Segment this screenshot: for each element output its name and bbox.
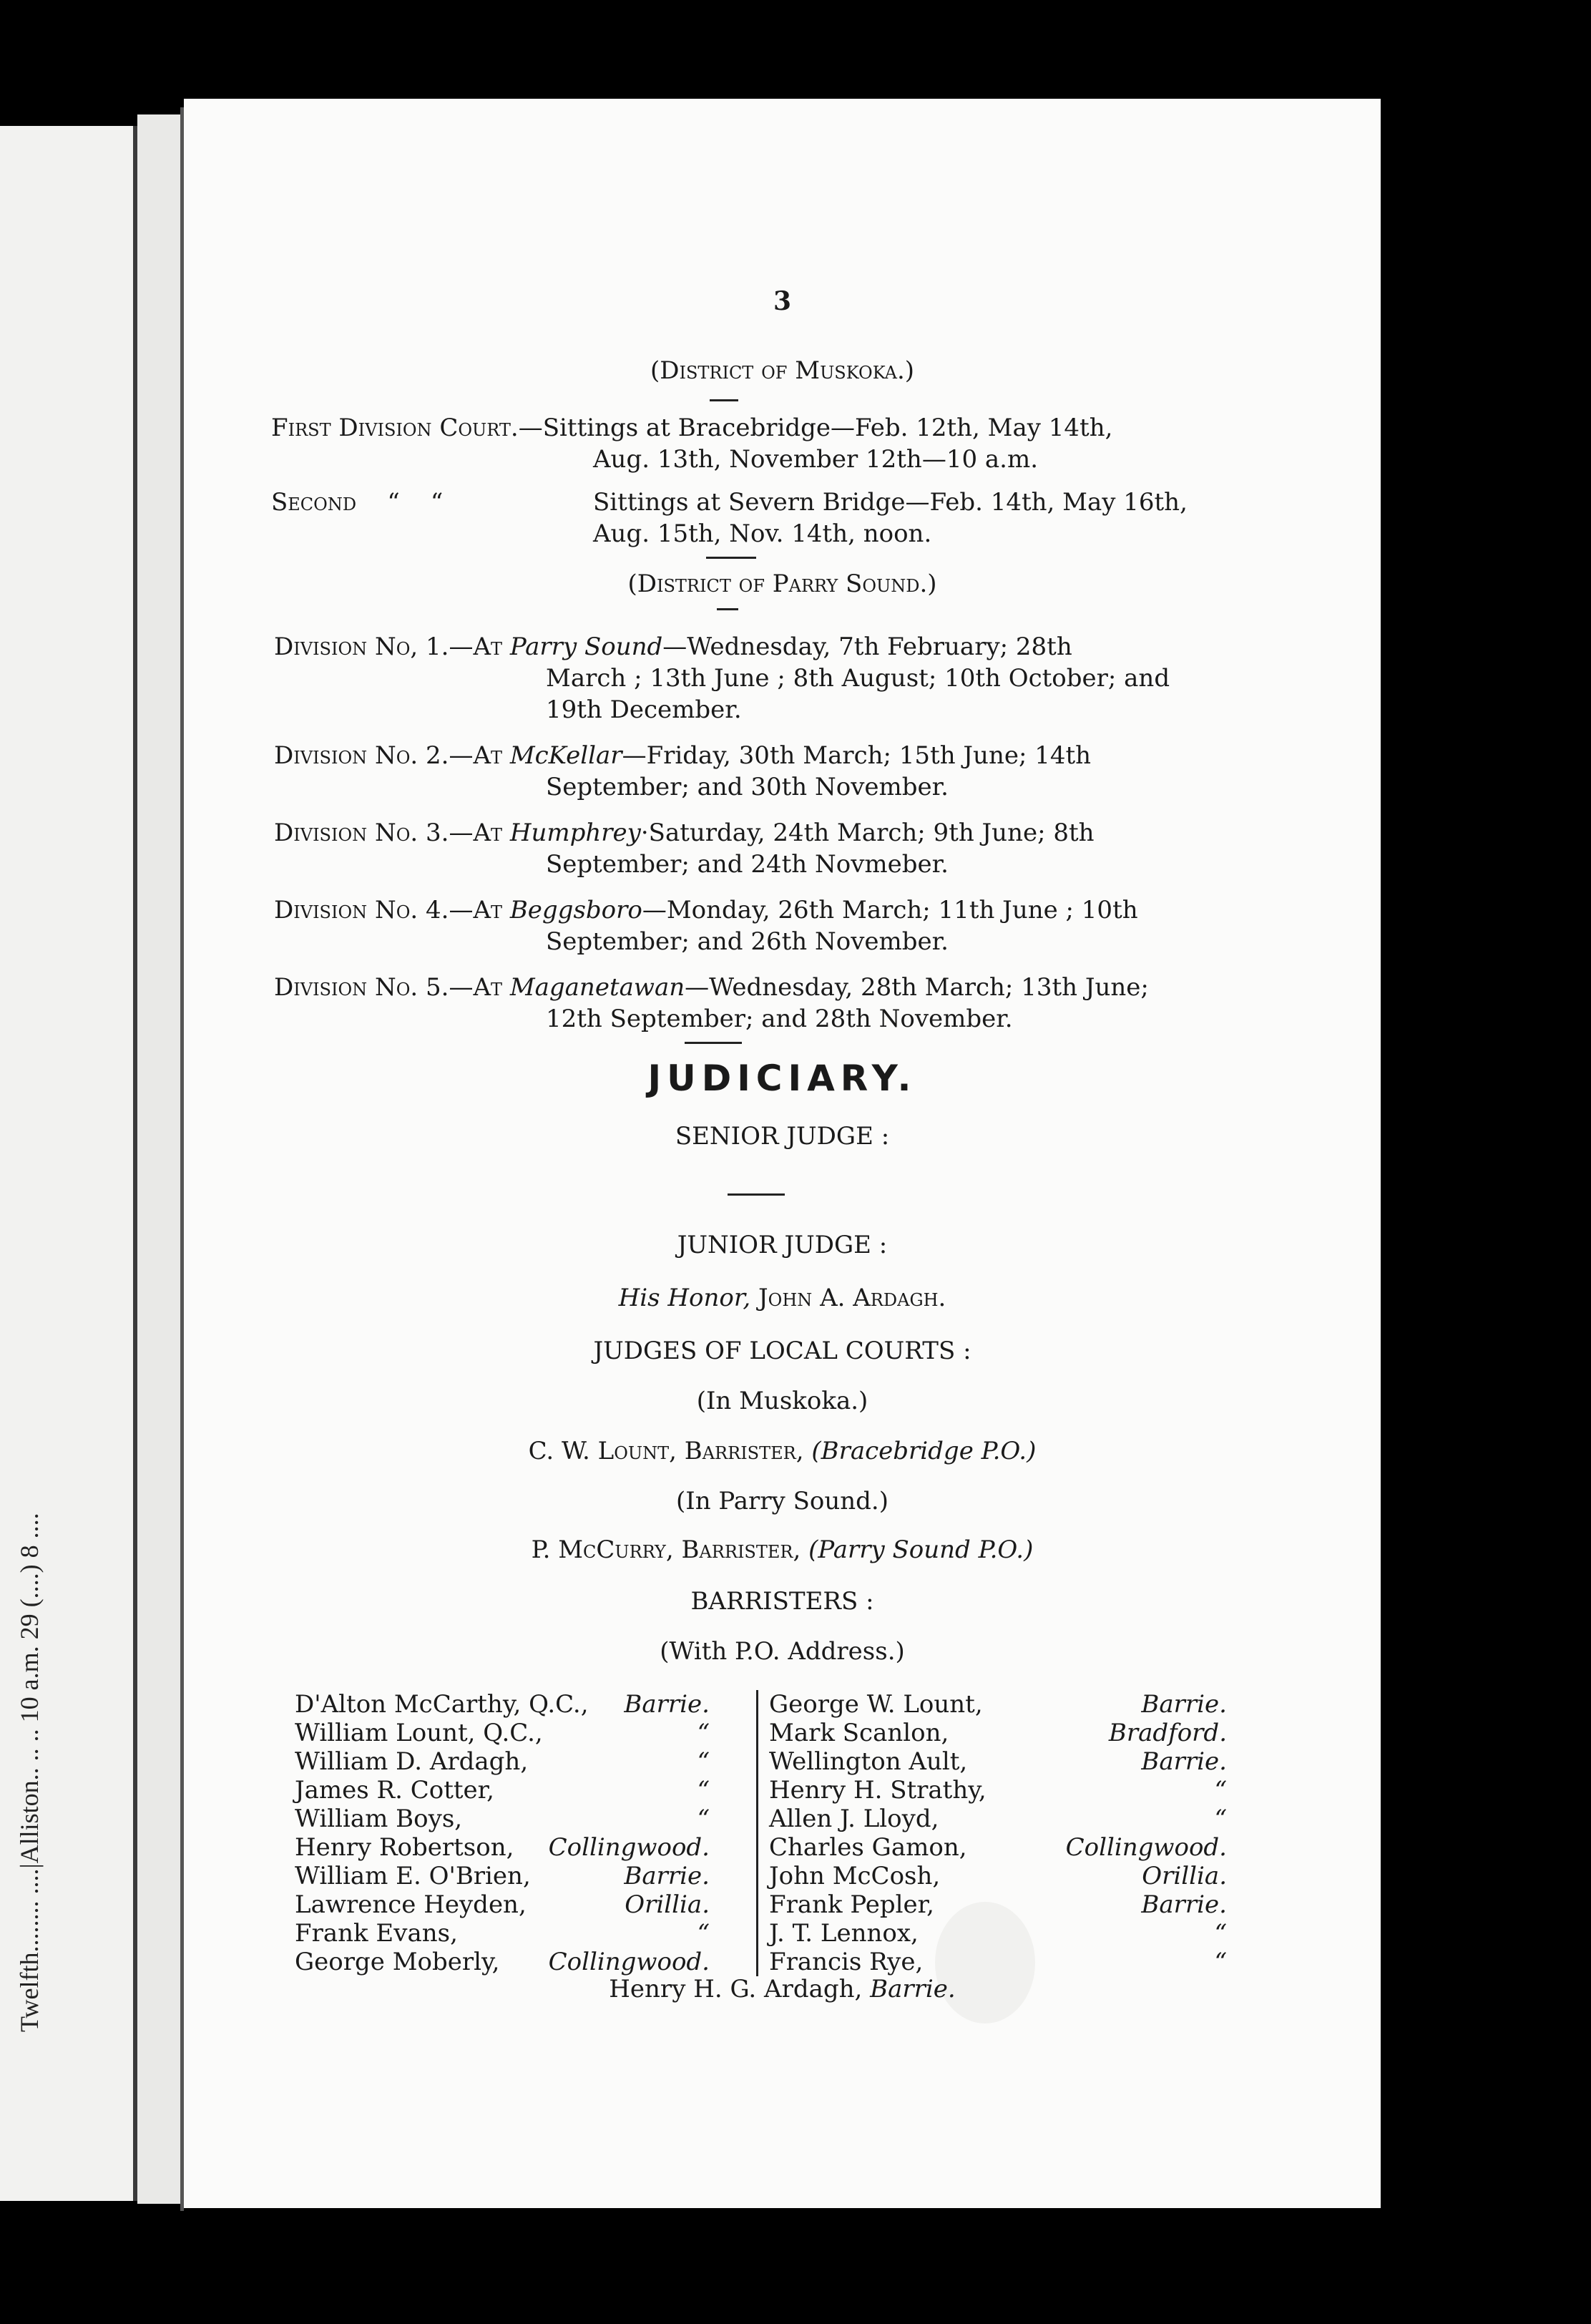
barrister-name: William E. O'Brien, [295, 1862, 531, 1890]
divider [685, 1042, 742, 1044]
barrister-name: George Moberly, [295, 1948, 500, 1976]
division-label: Division No, 1.—At [274, 633, 502, 661]
division-line3: 19th December. [546, 695, 742, 724]
barrister-row [295, 1862, 710, 1890]
barrister-place: “ [1214, 1776, 1227, 1805]
barrister-row [769, 1690, 1227, 1719]
barrister-name: Frank Pepler, [769, 1890, 934, 1919]
barrister-name: James R. Cotter, [295, 1776, 494, 1805]
barrister-name: William Lount, Q.C., [295, 1719, 543, 1747]
barrister-name: Allen J. Lloyd, [769, 1805, 939, 1833]
barrister-place: Barrie. [1141, 1690, 1227, 1719]
barrister-name: Mark Scanlon, [769, 1719, 949, 1747]
barrister-name: Henry H. Strathy, [769, 1776, 987, 1805]
division-2-entry [274, 740, 1304, 803]
first-division-label: First Division Court.— [271, 414, 543, 442]
division-place: Maganetawan [509, 973, 685, 1002]
division-line2: September; and 24th Novmeber. [546, 850, 949, 879]
barrister-name: Francis Rye, [769, 1948, 924, 1976]
barrister-name: George W. Lount, [769, 1690, 983, 1719]
barrister-name: Henry Robertson, [295, 1833, 514, 1862]
division-line2: March ; 13th June ; 8th August; 10th October; and [546, 664, 1170, 693]
barrister-place: “ [697, 1919, 710, 1948]
division-place: Humphrey [509, 819, 641, 847]
barrister-name: William Boys, [295, 1805, 463, 1833]
barrister-place: “ [697, 1805, 710, 1833]
barrister-place: “ [697, 1776, 710, 1805]
division-place: Beggsboro [509, 896, 642, 924]
barrister-place: Barrie. [624, 1862, 710, 1890]
first-division-entry [271, 412, 1287, 475]
first-division-line2: Aug. 13th, November 12th—10 a.m. [593, 445, 1039, 474]
division-line1: —Wednesday, 7th February; 28th [662, 633, 1072, 661]
barrister-place: Collingwood. [548, 1833, 710, 1862]
division-line2: September; and 26th November. [546, 927, 949, 956]
page-gutter [137, 114, 182, 2204]
barrister-row [295, 1776, 710, 1805]
barrister-name: Frank Evans, [295, 1919, 458, 1948]
barrister-name: William D. Ardagh, [295, 1747, 529, 1776]
barrister-place: Barrie. [870, 1975, 956, 2003]
division-line2: 12th September; and 28th November. [546, 1005, 1013, 1033]
division-line1: —Monday, 26th March; 11th June ; 10th [642, 896, 1138, 924]
barrister-row [295, 1919, 710, 1948]
barrister-name: John McCosh, [769, 1862, 941, 1890]
margin-text: Twelfth........ ....|Alliston.. .. .. 10 a.m. 29 (....) 8 .... [15, 1513, 44, 2032]
barristers-right-column [769, 1690, 1227, 1976]
last-barrister [184, 1975, 1381, 2003]
barrister-name: Wellington Ault, [769, 1747, 968, 1776]
lount-po: (Bracebridge P.O.) [811, 1437, 1037, 1465]
division-4-entry [274, 894, 1304, 957]
mccurry-name: P. McCurry, Barrister, [531, 1536, 801, 1564]
page-number: 3 [773, 286, 792, 316]
barrister-place: Collingwood. [1065, 1833, 1227, 1862]
junior-judge-name [184, 1284, 1381, 1312]
junior-judge-heading: JUNIOR JUDGE : [677, 1231, 888, 1259]
parry-heading: (District of Parry Sound.) [627, 570, 937, 598]
divider [728, 1193, 785, 1196]
barrister-name: Lawrence Heyden, [295, 1890, 527, 1919]
barrister-row [295, 1719, 710, 1747]
second-division-line1: Sittings at Severn Bridge—Feb. 14th, May 16th, [593, 488, 1188, 517]
barrister-place: Bradford. [1108, 1719, 1227, 1747]
in-parry-sound: (In Parry Sound.) [676, 1487, 888, 1515]
barrister-name: Charles Gamon, [769, 1833, 967, 1862]
lount-name: C. W. Lount, Barrister, [528, 1437, 804, 1465]
mccurry-entry [184, 1536, 1381, 1564]
judge-name: John A. Ardagh. [758, 1284, 946, 1312]
division-5-entry [274, 972, 1304, 1035]
lount-entry [184, 1437, 1381, 1465]
barristers-subheading: (With P.O. Address.) [660, 1637, 905, 1666]
barrister-place: “ [1214, 1919, 1227, 1948]
barrister-place: Barrie. [1141, 1747, 1227, 1776]
second-division-line2: Aug. 15th, Nov. 14th, noon. [593, 519, 932, 548]
barrister-row [769, 1747, 1227, 1776]
barrister-row [769, 1948, 1227, 1976]
barrister-row [295, 1833, 710, 1862]
barrister-place: Orillia. [1142, 1862, 1227, 1890]
barrister-row [769, 1862, 1227, 1890]
barristers-heading: BARRISTERS : [690, 1587, 874, 1616]
division-place: McKellar [509, 741, 622, 770]
second-division-label: Second “ “ [271, 488, 444, 517]
barrister-row [769, 1719, 1227, 1747]
first-division-line1: Sittings at Bracebridge—Feb. 12th, May 14th, [542, 414, 1113, 442]
local-courts-heading: JUDGES OF LOCAL COURTS : [593, 1337, 971, 1365]
division-line2: September; and 30th November. [546, 773, 949, 801]
in-muskoka: (In Muskoka.) [696, 1387, 868, 1415]
division-label: Division No. 4.—At [274, 896, 502, 924]
divider [706, 557, 756, 559]
muskoka-heading: (District of Muskoka.) [650, 356, 915, 385]
honorific: His Honor, [618, 1284, 751, 1312]
division-line1: —Friday, 30th March; 15th June; 14th [622, 741, 1092, 770]
barrister-name: Henry H. G. Ardagh, [609, 1975, 863, 2003]
document-page [184, 99, 1381, 2208]
barrister-row [295, 1690, 710, 1719]
division-1-entry [274, 631, 1304, 726]
division-line1: ·Saturday, 24th March; 9th June; 8th [640, 819, 1095, 847]
barrister-name: D'Alton McCarthy, Q.C., [295, 1690, 589, 1719]
division-label: Division No. 5.—At [274, 973, 502, 1002]
division-label: Division No. 2.—At [274, 741, 502, 770]
barrister-row [769, 1919, 1227, 1948]
barrister-row [769, 1805, 1227, 1833]
second-division-entry [271, 487, 1287, 550]
divider [710, 399, 738, 401]
barrister-place: Barrie. [1141, 1890, 1227, 1919]
column-divider [756, 1690, 758, 1976]
mccurry-po: (Parry Sound P.O.) [808, 1536, 1034, 1564]
barrister-row [769, 1776, 1227, 1805]
barrister-place: Collingwood. [548, 1948, 710, 1976]
barrister-row [295, 1890, 710, 1919]
barrister-place: Barrie. [624, 1690, 710, 1719]
barrister-place: Orillia. [625, 1890, 710, 1919]
barrister-name: J. T. Lennox, [769, 1919, 919, 1948]
barristers-left-column [295, 1690, 710, 1976]
barrister-row [769, 1890, 1227, 1919]
barrister-place: “ [697, 1719, 710, 1747]
division-place: Parry Sound [509, 633, 663, 661]
division-3-entry [274, 817, 1304, 880]
barrister-row [769, 1833, 1227, 1862]
judiciary-title: JUDICIARY. [647, 1058, 917, 1099]
barrister-row [295, 1948, 710, 1976]
barrister-row [295, 1747, 710, 1776]
barrister-place: “ [1214, 1948, 1227, 1976]
senior-judge-heading: SENIOR JUDGE : [675, 1122, 890, 1151]
barrister-row [295, 1805, 710, 1833]
divider [717, 608, 738, 610]
division-line1: —Wednesday, 28th March; 13th June; [685, 973, 1149, 1002]
barrister-place: “ [1214, 1805, 1227, 1833]
division-label: Division No. 3.—At [274, 819, 502, 847]
barrister-place: “ [697, 1747, 710, 1776]
